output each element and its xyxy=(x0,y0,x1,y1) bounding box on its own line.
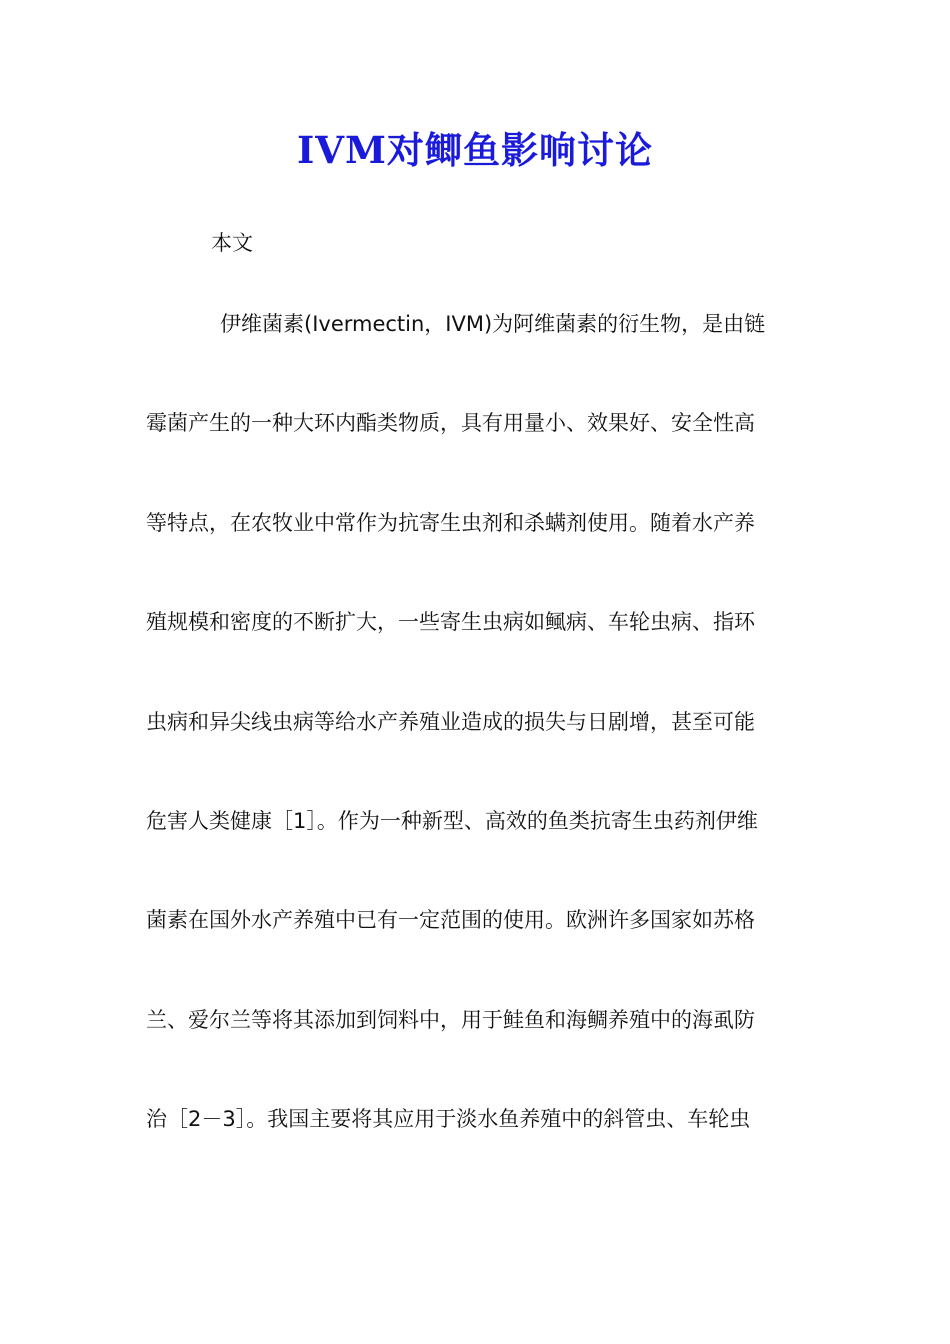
paragraph-line: 虫病和异尖线虫病等给水产养殖业造成的损失与日剧增，甚至可能 xyxy=(146,710,755,734)
paragraph-line: 菌素在国外水产养殖中已有一定范围的使用。欧洲许多国家如苏格 xyxy=(146,908,755,932)
paragraph-line: 兰、爱尔兰等将其添加到饲料中，用于鲑鱼和海鲷养殖中的海虱防 xyxy=(146,1008,755,1032)
paragraph-line: 殖规模和密度的不断扩大，一些寄生虫病如鲺病、车轮虫病、指环 xyxy=(146,610,755,634)
paragraph-line: 等特点，在农牧业中常作为抗寄生虫剂和杀螨剂使用。随着水产养 xyxy=(146,511,755,535)
document-subtitle: 本文 xyxy=(211,231,253,255)
document-title: IVM对鲫鱼影响讨论 xyxy=(297,128,653,172)
paragraph-line: 治［2－3］。我国主要将其应用于淡水鱼养殖中的斜管虫、车轮虫 xyxy=(146,1107,751,1131)
paragraph-line: 危害人类健康［1］。作为一种新型、高效的鱼类抗寄生虫药剂伊维 xyxy=(146,809,758,833)
paragraph-line: 伊维菌素(Ivermectin，IVM)为阿维菌素的衍生物，是由链 xyxy=(220,312,766,336)
paragraph-line: 霉菌产生的一种大环内酯类物质，具有用量小、效果好、安全性高 xyxy=(146,411,755,435)
